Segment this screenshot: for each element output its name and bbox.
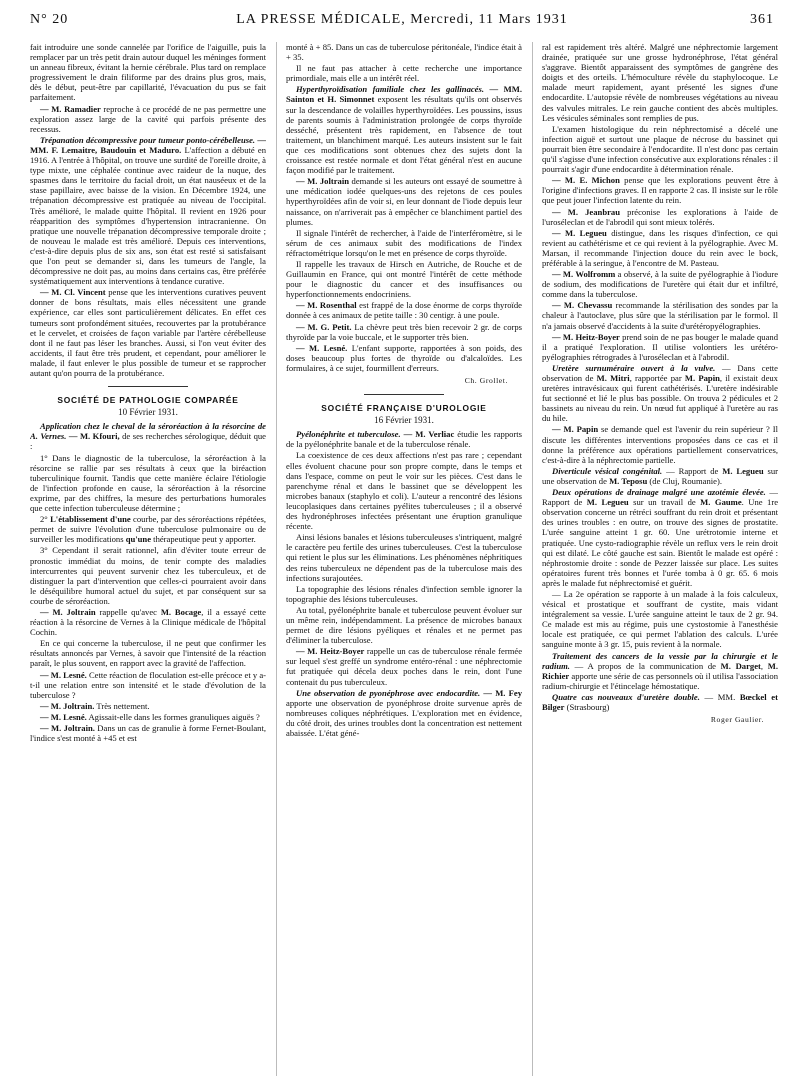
paragraph: Traitement des cancers de la vessie par la chirurgie et le radium. — A propos de la communication de M. Darget, M. Richier apporte une série de cas personnels où il utilisa l'association radium-chirurgie et l'étincelage hémostatique. xyxy=(542,650,778,691)
paragraph: 3° Cependant il serait rationnel, afin d'éviter toute erreur de pronostic immédiat du moins, de tenir compte des maladies intercurrentes qui peuvent survenir chez les tuberculeux, et de distinguer la part d'intervention que celles-ci pourraient avoir dans le déséquilibre humoral actuel du sujet, et par conséquent sur sa courbe de séroréaction. xyxy=(30,545,266,606)
paragraph: — M. Lesné. Cette réaction de floculation est-elle précoce et y a-t-il une relation entre son intensité et le stade d'évolution de la tuberculose ? xyxy=(30,669,266,700)
column-left xyxy=(30,42,266,1076)
speaker: — M. Rosenthal xyxy=(296,300,357,311)
paragraph: — M. Chevassu recommande la stérilisation des sondes par la chaleur à l'autoclave, plus sûre que la stérilisation par le formol. Il n'a jamais observé d'accidents à la suite d'urétéropyélographies. xyxy=(542,300,778,331)
speaker: — M. Heitz-Boyer xyxy=(552,331,620,342)
section-rule xyxy=(108,386,188,387)
paragraph: — M. G. Petit. La chèvre peut très bien recevoir 2 gr. de corps thyroïde par la voie buccale, et le supporter très bien. xyxy=(286,321,522,342)
paragraph: fait introduire une sonde cannelée par l'orifice de l'aiguille, puis la remplacer par un très petit drain autour duquel les méninges forment un anneau fibreux, évitant la hernie cérébrale. Plus tard on remplace progressivement le drain filiforme par des drains plus gros, mais, dès le début, peut-être par capillarité, l'évacuation du pus se fait parfaitement. xyxy=(30,42,266,103)
paragraph: Ainsi lésions banales et lésions tuberculeuses s'intriquent, malgré le caractère peu fertile des urines tuberculeuses. C'est la tuberculose qui retient le plus sur les éliminations. Les phénomènes néphritiques des reins tuberculeux ne dépendent pas de la tuberculose mais des infections surajoutées. xyxy=(286,532,522,583)
paragraph: Pyélonéphrite et tuberculose. — M. Verliac étudie les rapports de la pyélonéphrite banale et de la tuberculose rénale. xyxy=(286,429,522,450)
subsection-title: Trépanation décompressive pour tumeur ponto-cérébelleuse. xyxy=(40,134,256,145)
paragraph: Deux opérations de drainage malgré une azotémie élevée. — Rapport de M. Legueu sur un travail de M. Gaume. Une 1re observation concerne un rétréci souffrant du rein droit et présentant des urines troubles : en outre, on trouve des signes de prostatite. L'urée sanguine atteint 1 gr. 60. Une urétrotomie interne et pratiquée. Une cysto-radiographie révèle un reflux vers le rein droit qui est dilaté. Le côté gauche est sain. Bientôt le malade est opéré : néphrostomie droite : sonde de Pezzer laissée sur place. Les suites opératoires furent très bonnes et l'urée tomba à 0 gr. 65. 6 mois après le malade fut néphrectomisé et guérit. xyxy=(542,487,778,588)
column-divider xyxy=(532,42,533,1076)
paragraph: Une observation de pyonéphrose avec endocardite. — M. Fey apporte une observation de pyonéphrose droite survenue après de nombreuses coliques néphrétiques. L'exploration met en évidence, du côté droit, des urines troubles dont la concentration est nettement abaissée. L'état géné- xyxy=(286,687,522,738)
paragraph: En ce qui concerne la tuberculose, il ne peut que confirmer les résultats annoncés par Vernes, à savoir que l'intensité de la réaction paraît, le plus souvent, en rapport avec la gravité de l'affection. xyxy=(30,638,266,669)
paragraph: — M. Ramadier reproche à ce procédé de ne pas permettre une exploration assez large de la cavité qui parfois présente des recessus. xyxy=(30,103,266,134)
paragraph: — M. Rosenthal est frappé de la dose énorme de corps thyroïde donnée à ces animaux de petite taille : 30 centigr. à une poule. xyxy=(286,300,522,321)
paragraph: 2° L'établissement d'une courbe, par des séroréactions répétées, permet de suivre l'évolution d'une tuberculose pulmonaire ou de surveiller les modifications qu'une thérapeutique peut y apporter. xyxy=(30,514,266,545)
session-date: 10 Février 1931. xyxy=(118,407,178,418)
subsection-title: Deux opérations de drainage malgré une azotémie élevée. xyxy=(552,487,766,498)
speaker: — M. Jeanbrau xyxy=(552,206,620,217)
page-number: 361 xyxy=(750,12,774,27)
paragraph: — La 2e opération se rapporte à un malade à la fois calculeux, vésical et prostatique et souffrant de cystite, mais vidant intégralement sa vessie. L'urée sanguine atteint le taux de 2 gr. 94. Ce malade est mis au régime, puis une cystostomie à l'anesthésie locale est pratiquée, ce qui permet l'ablation des calculs. L'urée sanguine monte à 3 gr. 15, puis revient à la normale. xyxy=(542,588,778,650)
subsection-title: Application chez le cheval de la séroréaction à la résorcine de A. Vernes. xyxy=(30,421,266,442)
subsection-title: Quatre cas nouveaux d'uretère double. xyxy=(552,691,700,702)
paragraph: — M. Wolfromm a observé, à la suite de pyélographie à l'iodure de sodium, des modifications de l'uretère qui était dur et infiltré, comme dans la tuberculose. xyxy=(542,269,778,300)
paragraph: — M. Heitz-Boyer rappelle un cas de tuberculose rénale fermée sur lequel s'est greffé un syndrome entéro-rénal : une néphrectomie fut pratiquée qui décela deux poches dans le rein, dont l'une contenait du pus tuberculeux. xyxy=(286,646,522,687)
speaker: — M. Ramadier xyxy=(40,103,101,114)
paragraph: — M. Joltrain. Très nettement. xyxy=(40,700,150,711)
paragraph: — M. Jeanbrau préconise les explorations à l'aide de l'uroséleclan et de l'abrodil qui sont mieux tolérés. xyxy=(542,206,778,227)
speaker: — M. Joltrain. xyxy=(40,723,95,733)
paragraph: Au total, pyélonéphrite banale et tuberculose peuvent évoluer sur un même rein, indépendamment. La présence de microbes banaux permet de dire lésions pyéliques et rénales et ne permet pas d'éliminer la tuberculose. xyxy=(286,604,522,646)
column-middle xyxy=(286,42,522,1076)
speaker: — M. Legueu xyxy=(552,227,607,238)
authors: — M. Verliac xyxy=(400,429,455,440)
paragraph: — M. Lesné. L'enfant supporte, rapportées à son poids, des doses beaucoup plus fortes de thyroïde ou d'alcaloïdes. Les formulaires, à ce sujet, fourmillent d'erreurs. xyxy=(286,342,522,373)
paragraph: Trépanation décompressive pour tumeur ponto-cérébelleuse. — MM. F. Lemaitre, Baudouin et Maduro. L'affection a débuté en 1916. A l'entrée à l'hôpital, on trouve une surdité de l'oreille droite, à type mixte, une céphalée continue avec raideur de la nuque, des spasmes dans le territoire du facial droit, un état nauséeux et de la stase papillaire, avec baisse de la vision. En Décembre 1924, une trépanation décompressive est pratiquée au niveau de l'occipital. Très amélioré, le malade quitte l'hôpital. Il revient en 1926 pour réapparition des symptômes d'hypertension intracranienne. On pratique une nouvelle trépanation décompressive temporale droite ; de nouveau le malade est très amélioré. Depuis ces interventions, c'est-à-dire depuis plus de six ans, son état est resté si satisfaisant que l'on peut se demander si, dans les tumeurs de l'angle, la décompressive ne doit pas, au moins dans certains cas, être préférée systématiquement aux interventions à tendance curative. xyxy=(30,134,266,287)
authors: — M. Fey xyxy=(480,687,522,698)
speaker: — M. Cl. Vincent xyxy=(40,287,106,298)
paragraph: Hyperthyroïdisation familiale chez les gallinacés. — MM. Sainton et H. Simonnet exposent les résultats qu'ils ont observés sur la descendance de volailles hyperthyroïdées. Les poussins, issus de parents soumis à l'administration prolongée de corps thyroïde desséché, présentent très rapidement, en l'absence de tout traitement, un blanchiment marqué. Les auteurs insistent sur le fait que ces modifications sont obtenues chez des sujets dont la croissance est restée normale et dont l'état général n'est en aucune façon modifié par le traitement. xyxy=(286,84,522,176)
paragraph: La topographie des lésions rénales d'infection semble ignorer la topographie des lésions tuberculeuses. xyxy=(286,583,522,604)
authors: — M. Kfouri, xyxy=(66,431,120,442)
section-rule xyxy=(364,394,444,395)
paragraph: — M. Papin se demande quel est l'avenir du rein supérieur ? Il discute les différentes interventions proposées dans ce cas et il donne la préférence aux opérations partiellement conservatrices, c'est-à-dire à la néphrectomie partielle. xyxy=(542,424,778,465)
authors: — MM. F. Lemaitre, Baudouin et Maduro. xyxy=(30,134,266,155)
column-divider xyxy=(276,42,277,1076)
journal-title: LA PRESSE MÉDICALE, Mercredi, 11 Mars 1931 xyxy=(236,12,568,27)
paragraph: — M. Joltrain rappelle qu'avec M. Bocage, il a essayé cette réaction à la résorcine de Vernes à la Clinique médicale de l'hôpital Cochin. xyxy=(30,606,266,638)
paragraph: ral est rapidement très altéré. Malgré une néphrectomie largement drainée, pratiquée sur une grosse hydronéphrose, l'état général s'aggrave. Bientôt apparaissent des symptômes de gangrène des doigts et des orteils. L'hémoculture révèle du staphylocoque. Le malade meurt rapidement, ayant présenté les signes d'une endocardite. L'autopsie révèle de nombreuses végétations au niveau des valvules mitrales. Le rein gauche contient des abcès multiples. Les vésicules séminales sont remplies de pus. xyxy=(542,42,778,123)
paragraph: L'examen histologique du rein néphrectomisé a décelé une infection aiguë et surtout une plaque de nécrose du bassinet qui pourrait bien être secondaire à l'endocardite. Il n'est donc pas certain qu'il s'agisse d'une infection consécutive aux explorations rénales : il pourrait s'agir d'une endocardite à détermination rénale. xyxy=(542,123,778,175)
signature: Roger Gaulier. xyxy=(710,715,764,725)
subsection-title: Pyélonéphrite et tuberculose. xyxy=(296,429,401,440)
paragraph: Il signale l'intérêt de rechercher, à l'aide de l'interféromètre, si le sérum de ces animaux subit des modifications de l'index réfractométrique lorsqu'on le met en présence de corps thyroïde. xyxy=(286,227,522,258)
paragraph: Diverticule vésical congénital. — Rapport de M. Legueu sur une observation de M. Teposu (de Cluj, Roumanie). xyxy=(542,465,778,486)
section-title: SOCIÉTÉ DE PATHOLOGIE COMPARÉE xyxy=(57,395,239,406)
speaker: — M. Heitz-Boyer xyxy=(296,646,365,657)
paragraph: — M. Cl. Vincent pense que les interventions curatives peuvent donner de bons résultats, mais elles nécessitent une grande expérience, car elles sont particulièrement délicates. En effet ces tumeurs sont profondément situées, recouvertes par la protubérance et le cervelet, et croisées de façon variable par l'artère cérébelleuse dont il ne faut pas léser les branches. Aussi, si l'on veut éviter des accidents, il faut être très prudent, et cependant, pour améliorer le malade, il faut enlever le plus possible de tumeur et se rapprocher autant qu'on pourra de la protubérance. xyxy=(30,287,266,378)
paragraph: Il rappelle les travaux de Hirsch en Autriche, de Rouche et de Guillaumin en France, qui ont montré l'intérêt de cette méthode pour le diagnostic du cancer et des insuffisances ou hyperfonctionnements endocriniens. xyxy=(286,258,522,300)
speaker: — M. Lesné. xyxy=(40,711,87,722)
subsection-title: Diverticule vésical congénital. xyxy=(552,465,663,476)
paragraph: — M. E. Michon pense que les explorations peuvent être à l'origine d'infections graves. Il en rapporte 2 cas. Il insiste sur le rôle que peut jouer l'infection latente du rein. xyxy=(542,175,778,206)
paragraph: — M. Legueu distingue, dans les risques d'infection, ce qui revient au cathétérisme et ce qui revient à la pyélographie. Avec M. Marsan, il recommande l'injection douce du rein avec le bock, préférable à la seringue, à l'encontre de M. Pasteau. xyxy=(542,227,778,268)
speaker: — M. Joltrain. xyxy=(40,700,95,711)
issue-number: N° 20 xyxy=(30,12,69,27)
paragraph: — M. Joltrain demande si les auteurs ont essayé de soumettre à une médication iodée quelques-uns des rejetons de ces poules hyperthyroïdées afin de voir si, en leur donnant de l'iode depuis leur naissance, on n'arriverait pas à empêcher ce blanchiment partiel des plumes. xyxy=(286,176,522,227)
paragraph: Application chez le cheval de la séroréaction à la résorcine de A. Vernes. — M. Kfouri, de ses recherches sérologique, déduit que : xyxy=(30,421,266,452)
subsection-title: Hyperthyroïdisation familiale chez les gallinacés. xyxy=(296,84,484,95)
paragraph: — M. Heitz-Boyer prend soin de ne pas bouger le malade quand il a pratiqué l'exploration. Il utilise volontiers les urétéro-pyélographies rétrogrades à l'uroséleclan et à l'abrodil. xyxy=(542,331,778,362)
subsection-title: Uretère surnuméraire ouvert à la vulve. xyxy=(552,362,716,373)
speaker: — M. Wolfromm xyxy=(552,269,616,280)
speaker: — M. Joltrain xyxy=(40,606,96,617)
paragraph: Il ne faut pas attacher à cette recherche une importance primordiale, mais elle a un intérêt réel. xyxy=(286,63,522,84)
paragraph: 1° Dans le diagnostic de la tuberculose, la séroréaction à la résorcine se rallie par ses résultats à ceux que la biréaction tuberculinique fournit. Tandis que cette manière éclaire l'étiologie de l'infection profonde en cause, la séroréaction à la résorcine exprime, par des chiffres, la mesure des perturbations humorales que cette infection tuberculeuse détermine ; xyxy=(30,452,266,514)
page-header xyxy=(30,12,774,32)
subsection-title: Traitement des cancers de la vessie par la chirurgie et le radium. xyxy=(542,650,778,671)
signature: Ch. Grollet. xyxy=(464,376,508,385)
paragraph: — M. Joltrain. Dans un cas de granulie à forme Fernet-Boulant, l'indice s'est monté à +45 et est xyxy=(30,723,266,744)
speaker: — M. Lesné. xyxy=(296,342,348,353)
subsection-title: Une observation de pyonéphrose avec endocardite. xyxy=(296,687,481,698)
speaker: — M. E. Michon xyxy=(552,175,620,186)
speaker: — M. Lesné. xyxy=(40,669,87,680)
speaker: — M. Joltrain xyxy=(296,176,350,187)
section-title: SOCIÉTÉ FRANÇAISE D'UROLOGIE xyxy=(321,403,487,414)
paragraph: La coexistence de ces deux affections n'est pas rare ; cependant elles évoluent chacune pour son propre compte, dans le temps et dans l'espace, comme on peut le voir sur les pièces. C'est dans le parenchyme rénal et dans le bassinet que se développent les microbes banaux (staphylo et coli). L'auteur a rencontré des lésions leucoplasiques dans certaines pyélites tuberculeuses ; il a observé des hydronéphroses infectées présentant une éruption granulique récente. xyxy=(286,450,522,532)
paragraph: — M. Lesné. Agissait-elle dans les formes granuliques aiguës ? xyxy=(40,711,260,722)
speaker: — M. Papin xyxy=(552,424,599,435)
speaker: — M. G. Petit. xyxy=(296,321,352,332)
column-right xyxy=(542,42,778,1076)
paragraph: Quatre cas nouveaux d'uretère double. — MM. Bœckel et Bilger (Strasbourg) xyxy=(542,691,778,712)
article-columns xyxy=(30,42,778,1076)
paragraph: monté à + 85. Dans un cas de tuberculose péritonéale, l'indice était à + 35. xyxy=(286,42,522,63)
speaker: — M. Chevassu xyxy=(552,300,613,311)
paragraph: Uretère surnuméraire ouvert à la vulve. — Dans cette observation de M. Mitri, rapportée par M. Papin, il existait deux uretères intravésicaux qui furent cathétérisés. L'uretère indésirable fut sectionné et lié le plus bas possible. On trouva 2 pédicules et 2 bassinets au niveau du rein. Un nœud fut appliqué à l'uretère au ras du hile. xyxy=(542,362,778,424)
session-date: 16 Février 1931. xyxy=(374,415,434,426)
authors: — MM. Sainton et H. Simonnet xyxy=(286,84,522,105)
